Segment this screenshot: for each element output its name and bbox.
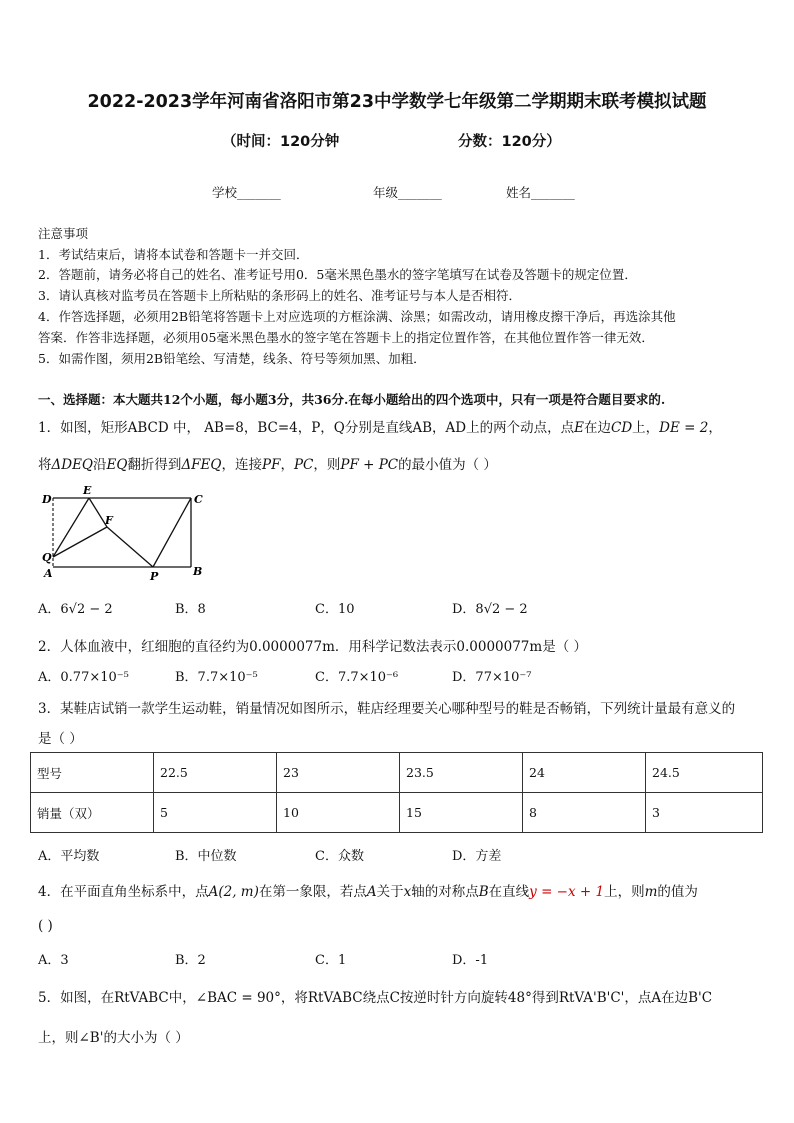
q1-math: PF + PC [340,457,399,473]
q4-text: 轴的对称点 [411,884,479,900]
q1-text: 将 [38,457,52,473]
table-cell: 8 [523,793,646,833]
q1-option-b: B．8 [175,602,206,617]
q1-text: ，则 [313,457,341,473]
q1-text: ， [708,420,722,436]
segment-PC [153,498,191,567]
q4-option-a: A．3 [38,953,69,968]
table-cell: 23.5 [400,753,523,793]
label-Q: Q [42,551,52,564]
q4-math: y = −x + 1 [529,884,605,900]
section-heading: 一、选择题：本大题共12个小题，每小题3分，共36分.在每小题给出的四个选项中，只有一项是符合题目要求的. [38,392,666,407]
q1-text: 沿 [93,457,107,473]
segment-QE [53,498,89,557]
notice-item: 5．如需作图，须用2B铅笔绘、写清楚，线条、符号等须加黑、加粗． [38,351,426,366]
score-label: 分数：120分） [458,134,561,150]
label-D: D [42,493,52,506]
q1-text: ，连接 [221,457,262,473]
q4-line2: ( ) [38,918,53,934]
notice-item: 答案．作答非选择题，必须用05毫米黑色墨水的签字笔在答题卡上的指定位置作答，在其他位置作答一律无效． [38,330,654,345]
q4-text: 上，则 [604,884,645,900]
label-C: C [194,493,203,506]
q1-math: ΔFEQ [181,457,222,473]
notice-heading: 注意事项 [38,226,89,241]
q1-line1 [38,416,722,436]
q1-option-d: D．8√2 − 2 [452,602,528,617]
q5-line2: 上，则∠B'的大小为（ ） [38,1030,189,1046]
grade-field: 年级_______ [373,185,442,200]
q4-text: 4．在平面直角坐标系中，点 [38,884,209,900]
table-row [31,753,763,793]
table-cell: 10 [277,793,400,833]
q1-text: 1．如图，矩形ABCD 中， AB=8，BC=4，P，Q分别是直线AB，AD上的两个动点，点 [38,420,575,436]
q2-option-c: C．7.7×10⁻⁶ [315,670,399,685]
q1-option-c: C．10 [315,602,355,617]
label-P: P [150,570,159,582]
table-cell: 23 [277,753,400,793]
q4-math: m [644,884,658,900]
q5-line1: 5．如图，在RtVABC中，∠BAC = 90°，将RtVABC绕点C按逆时针方向旋转48°得到RtVA'B'C'，点A在边B'C [38,990,713,1006]
q4-option-c: C．1 [315,953,347,968]
q1-math: EQ [106,457,128,473]
table-cell: 22.5 [154,753,277,793]
q1-text: 在边 [583,420,611,436]
q4-option-b: B．2 [175,953,206,968]
table-cell: 3 [646,793,763,833]
q2-text: 2．人体血液中，红细胞的直径约为0.0000077m．用科学记数法表示0.0000077m是（ ） [38,639,587,655]
name-field: 姓名_______ [506,185,575,200]
q2-option-b: B．7.7×10⁻⁵ [175,670,258,685]
q1-figure [36,482,216,582]
q3-option-b: B．中位数 [175,849,237,864]
q4-math: A [366,884,377,900]
notice-item: 2．答题前，请务必将自己的姓名、准考证号用0．5毫米黑色墨水的签字笔填写在试卷及答题卡的规定位置． [38,267,637,282]
time-label: （时间：120分钟 [222,134,340,150]
q1-math: E [574,420,584,436]
table-cell: 5 [154,793,277,833]
notice-item: 1．考试结束后，请将本试卷和答题卡一并交回． [38,247,309,262]
q1-line2 [38,453,497,473]
q4-option-d: D．-1 [452,953,489,968]
q2-option-d: D．77×10⁻⁷ [452,670,532,685]
label-A: A [44,567,53,580]
table-cell: 24.5 [646,753,763,793]
sales-table [30,752,763,833]
notice-item: 4．作答选择题，必须用2B铅笔将答题卡上对应选项的方框涂满、涂黑；如需改动，请用橡皮擦干净后，再选涂其他 [38,309,676,324]
q2-option-a: A．0.77×10⁻⁵ [38,670,129,685]
table-cell: 型号 [31,753,154,793]
q4-math: A(2, m) [208,884,259,900]
q4-math: B [478,884,489,900]
label-E: E [83,484,92,497]
q4-math: x [403,884,412,900]
table-cell: 销量（双） [31,793,154,833]
q4-text: 在第一象限，若点 [258,884,367,900]
segment-QF [53,527,107,557]
q3-option-d: D．方差 [452,849,502,864]
q1-math: DE = 2 [659,420,709,436]
page-title: 2022-2023学年河南省洛阳市第23中学数学七年级第二学期期末联考模拟试题 [87,92,707,112]
q3-option-c: C．众数 [315,849,364,864]
notice-item: 3．请认真核对监考员在答题卡上所粘贴的条形码上的姓名、准考证号与本人是否相符． [38,288,521,303]
q1-math: PC [293,457,314,473]
label-F: F [105,514,113,527]
school-field: 学校_______ [212,185,281,200]
q1-math: ΔDEQ [51,457,93,473]
q1-text: 翻折得到 [127,457,182,473]
q4-text: 关于 [376,884,404,900]
table-row [31,793,763,833]
q3-line1: 3．某鞋店试销一款学生运动鞋，销量情况如图所示，鞋店经理要关心哪种型号的鞋是否畅销，下列统计量最有意义的 [38,701,736,717]
q3-option-a: A．平均数 [38,849,100,864]
q1-option-a: A．6√2 − 2 [38,602,113,617]
table-cell: 15 [400,793,523,833]
q3-line2: 是（ ） [38,731,83,747]
segment-FP [107,527,153,567]
q4-line1 [38,880,698,900]
q4-text: 的值为 [657,884,698,900]
q1-text: 的最小值为（ ） [398,457,497,473]
q1-text: 上， [632,420,660,436]
q1-math: PF [261,457,281,473]
label-B: B [193,565,203,578]
q1-text: ， [280,457,294,473]
q4-text: 在直线 [488,884,530,900]
q1-math: CD [610,420,633,436]
table-cell: 24 [523,753,646,793]
